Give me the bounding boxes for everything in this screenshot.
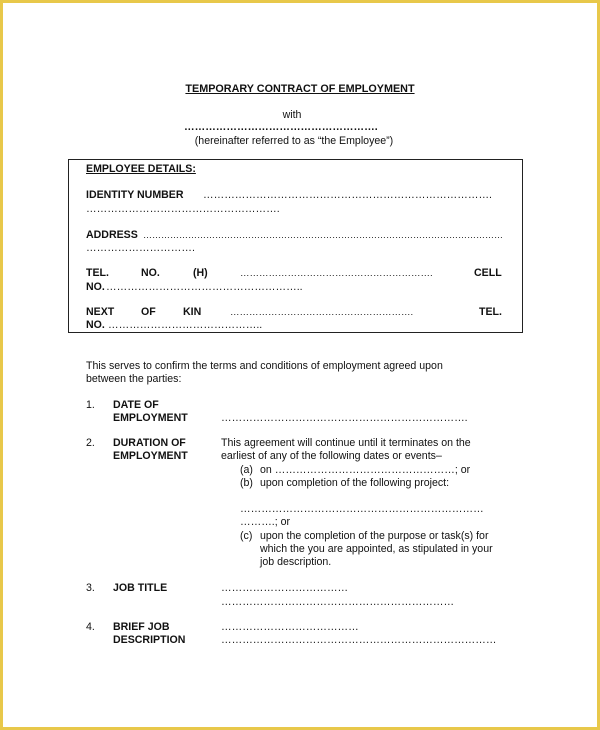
next-label: NEXT xyxy=(86,306,115,318)
cell-label: CELL xyxy=(474,267,502,279)
clause-2c-text-line-2: which the you are appointed, as stipulated in your xyxy=(260,543,493,555)
date-of-employment-field[interactable]: ……………………………………………………………. xyxy=(221,412,468,424)
intro-line-2: between the parties: xyxy=(86,373,182,385)
clause-3-title: JOB TITLE xyxy=(113,582,168,594)
hereinafter-text: (hereinafter referred to as “the Employee”) xyxy=(194,135,394,147)
job-title-field-cont[interactable]: ………………………………………………………… xyxy=(221,596,455,608)
identity-number-field-cont[interactable]: ………………………………………………. xyxy=(86,203,280,215)
kin-tel-label: TEL. xyxy=(479,306,502,318)
of-label: OF xyxy=(141,306,156,318)
clause-4-title-line-1: BRIEF JOB xyxy=(113,621,170,633)
clause-2-title-line-1: DURATION OF xyxy=(113,437,186,449)
employee-details-heading: EMPLOYEE DETAILS: xyxy=(86,163,196,175)
tel-label: TEL. xyxy=(86,267,109,279)
clause-2c-text-line-1: upon the completion of the purpose or task(s) for xyxy=(260,530,489,542)
tel-h-label: (H) xyxy=(193,267,208,279)
clause-2-title-line-2: EMPLOYMENT xyxy=(113,450,188,462)
clause-2a-label: (a) xyxy=(240,464,253,476)
clause-2-text-line-1: This agreement will continue until it terminates on the xyxy=(221,437,471,449)
address-field[interactable]: ………………………………………………………………………………………………………… xyxy=(143,230,503,240)
clause-2b-label: (b) xyxy=(240,477,253,489)
address-label: ADDRESS xyxy=(86,229,138,241)
clause-2a-date-field[interactable]: on ……………………………………………; or xyxy=(260,464,471,476)
intro-line-1: This serves to confirm the terms and conditions of employment agreed upon xyxy=(86,360,443,372)
with-label: with xyxy=(282,109,302,121)
tel-home-field[interactable]: ……………………………………………………. xyxy=(240,268,433,279)
address-field-cont[interactable]: …………………………. xyxy=(86,242,195,254)
clause-1-title-line-2: EMPLOYMENT xyxy=(113,412,188,424)
kin-no-label: NO. xyxy=(86,319,105,331)
project-field-cont[interactable]: ……….; or xyxy=(240,516,291,528)
clause-2c-text-line-3: job description. xyxy=(260,556,332,568)
kin-label: KIN xyxy=(183,306,202,318)
clause-2-text-line-2: earliest of any of the following dates or events– xyxy=(221,450,442,462)
party-name-field[interactable]: ………………………………………………. xyxy=(184,121,378,133)
clause-2c-label: (c) xyxy=(240,530,253,542)
identity-number-field[interactable]: ………………………………………………………………………. xyxy=(203,189,492,201)
clause-4-number: 4. xyxy=(86,621,95,633)
identity-number-label: IDENTITY NUMBER xyxy=(86,189,184,201)
cell-no-label: NO. xyxy=(86,281,105,293)
clause-3-number: 3. xyxy=(86,582,95,594)
clause-2b-text: upon completion of the following project: xyxy=(260,477,450,489)
clause-1-title-line-1: DATE OF xyxy=(113,399,159,411)
tel-no-label: NO. xyxy=(141,267,160,279)
cell-number-field[interactable]: ……………………………………………….. xyxy=(106,281,303,293)
clause-1-number: 1. xyxy=(86,399,95,411)
job-description-field-cont[interactable]: …………………………………………………………………… xyxy=(221,634,497,646)
clause-4-title-line-2: DESCRIPTION xyxy=(113,634,186,646)
document-title: TEMPORARY CONTRACT OF EMPLOYMENT xyxy=(185,83,415,95)
clause-2-number: 2. xyxy=(86,437,95,449)
next-of-kin-field[interactable]: …………………………………………………. xyxy=(230,307,414,318)
kin-tel-field[interactable]: …………………………………….. xyxy=(108,319,263,331)
project-field[interactable]: …………………………………………………………… xyxy=(240,503,484,515)
job-title-field[interactable]: ……………………………… xyxy=(221,582,349,594)
job-description-field[interactable]: ………………………………… xyxy=(221,621,359,633)
